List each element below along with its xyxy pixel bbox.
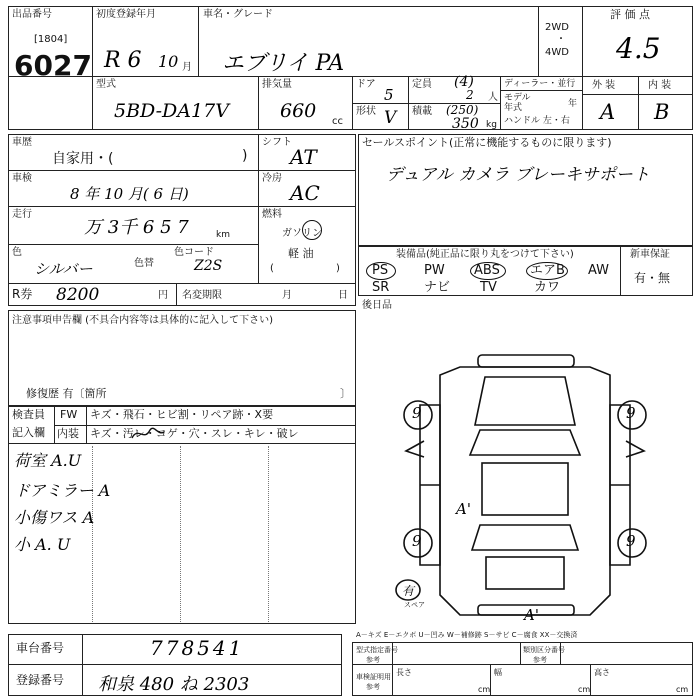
- equipment-leather: カワ: [534, 280, 561, 295]
- load-value2: 350: [452, 116, 479, 132]
- shape-value: V: [384, 108, 397, 128]
- new-car-warranty-value: 有・無: [634, 271, 671, 285]
- tire-mark: 9: [412, 404, 422, 422]
- width-label: 幅: [494, 668, 502, 677]
- equipment-airbag: エアB: [530, 263, 565, 278]
- reference-label: 参考: [366, 656, 380, 664]
- history-label: 車歴: [12, 137, 32, 148]
- aircon-label: 冷房: [262, 173, 282, 184]
- capacity-value: (4): [454, 74, 474, 90]
- shape-spec-label: 型式指定番号: [356, 646, 398, 654]
- shift-value: AT: [290, 145, 317, 169]
- fuel-label: 燃料: [262, 209, 282, 220]
- handwritten-note: 荷室 A.U: [14, 451, 82, 470]
- doors-label: ドア: [356, 79, 376, 90]
- color-label: 色: [12, 247, 22, 258]
- shape-label: 形状: [356, 106, 376, 117]
- fuel-gasoline: ガソリン: [282, 228, 322, 239]
- load-unit: kg: [486, 120, 497, 130]
- color-code-value: Z2S: [194, 258, 223, 274]
- car-name: エブリイ PA: [222, 51, 345, 76]
- displacement-label: 排気量: [262, 79, 292, 90]
- inspection-label: 車検: [12, 173, 32, 184]
- fw-items: キズ・飛石・ヒビ割・リペア跡・X要: [90, 408, 274, 421]
- registration-label: 登録番号: [16, 673, 65, 687]
- load-label: 積載: [412, 106, 432, 117]
- handwritten-note: ドアミラー A: [14, 481, 111, 500]
- body-damage-mark: A': [456, 500, 471, 518]
- rear-damage-mark: A': [524, 606, 539, 624]
- registration-cert-label: 車検証明用: [356, 673, 391, 681]
- reference-label-2: 参考: [533, 656, 547, 664]
- sales-point-label: セールスポイント(正常に機能するものに限ります): [362, 136, 612, 149]
- color-code-label: 色コード: [174, 247, 214, 258]
- shift-label: シフト: [262, 137, 292, 148]
- score-value: 4.5: [616, 32, 661, 65]
- width-unit: cm: [578, 685, 591, 694]
- aircon-value: AC: [290, 181, 320, 205]
- fuel-diesel: 軽 油: [288, 247, 314, 260]
- length-label: 長さ: [396, 668, 412, 677]
- mileage-label: 走行: [12, 209, 32, 220]
- handwritten-note: 小 A. U: [14, 535, 71, 554]
- inspection-value: 8 年 10 月( 6 日): [70, 185, 189, 203]
- recycle-label: R券: [12, 287, 33, 301]
- chassis-label: 車台番号: [16, 641, 65, 655]
- car-damage-diagram: [380, 345, 670, 635]
- name-change-month: 月: [282, 290, 292, 301]
- recycle-value: 8200: [56, 285, 100, 305]
- spare-caption: スペア: [404, 601, 425, 609]
- first-reg-month-unit: 月: [182, 62, 192, 73]
- lot-code: [1804]: [34, 34, 68, 45]
- fw-label: FW: [60, 408, 78, 421]
- interior-items: キズ・汚レ・コゲ・穴・スレ・キレ・破レ: [90, 427, 299, 440]
- displacement-unit: cc: [332, 116, 343, 127]
- equipment-label: 装備品(純正品に限り丸をつけて下さい): [396, 249, 574, 260]
- reference-label-3: 参考: [366, 683, 380, 691]
- history-close: ): [242, 148, 248, 164]
- name-change-label: 名変期限: [182, 290, 222, 301]
- interior-label: 内 装: [648, 80, 672, 91]
- interior-row-label: 内装: [57, 427, 79, 440]
- tire-mark: 9: [412, 532, 422, 550]
- capacity-label: 定員: [412, 79, 432, 90]
- height-unit: cm: [676, 685, 689, 694]
- color-change-label: 色替: [134, 258, 154, 269]
- load-value: (250): [446, 103, 479, 117]
- abs-circle: [470, 262, 506, 280]
- equipment-abs: ABS: [474, 263, 500, 278]
- gasoline-circle: [302, 220, 322, 240]
- equipment-navi: ナビ: [424, 280, 451, 295]
- chassis-value: 778541: [150, 636, 245, 660]
- equipment-tv: TV: [480, 280, 497, 295]
- year-unit: 年: [568, 99, 578, 109]
- exterior-label: 外 装: [592, 80, 616, 91]
- sales-point-value: デュアル カメラ ブレーキサポート: [386, 165, 650, 185]
- repair-close: 〕: [340, 387, 351, 400]
- notes-label: 注意事項申告欄 (不具合内容等は具体的に記入して下さい): [12, 315, 273, 326]
- equipment-sr: SR: [372, 280, 390, 295]
- ps-circle: [366, 262, 396, 280]
- spare-label: 有: [402, 584, 415, 598]
- recycle-unit: 円: [158, 290, 168, 301]
- equipment-ps: PS: [372, 263, 389, 278]
- category-label: 類別区分番号: [523, 646, 565, 654]
- damage-legend: A－キズ E－エクボ U－凹み W－補修跡 S－サビ C－腐食 XX－交換済: [356, 631, 578, 639]
- later-date-label: 後日品: [362, 300, 392, 311]
- equipment-aw: AW: [588, 263, 610, 278]
- airbag-circle: [526, 262, 568, 280]
- name-change-day: 日: [338, 290, 348, 301]
- entry-label: 記入欄: [12, 426, 45, 439]
- exterior-grade: A: [600, 100, 616, 124]
- model-label: 型式: [96, 79, 116, 90]
- first-reg-label: 初度登録年月: [96, 9, 156, 20]
- doors-value: 5: [384, 86, 394, 104]
- tire-mark: 9: [626, 532, 636, 550]
- sales-point-box: [358, 134, 693, 246]
- drive-2wd: 2WD: [545, 22, 569, 33]
- lot-number: 6027: [14, 49, 92, 82]
- displacement-value: 660: [280, 100, 317, 122]
- repair-label: 修復歴 有〔箇所: [26, 387, 107, 400]
- first-reg-month: 10: [158, 52, 179, 71]
- capacity-value2: 2: [466, 88, 474, 102]
- history-value: 自家用・(: [52, 151, 114, 167]
- mileage-value: 万 3千 6 5 7: [84, 217, 189, 238]
- interior-grade: B: [654, 100, 670, 124]
- handwritten-note: 小傷ワス A: [14, 508, 95, 527]
- height-label: 高さ: [594, 668, 610, 677]
- length-unit: cm: [478, 685, 491, 694]
- first-reg-era: R 6: [104, 48, 142, 73]
- name-grade-label: 車名・グレード: [203, 9, 273, 20]
- tire-mark: 9: [626, 404, 636, 422]
- dealer-label: ディーラー・並行: [504, 79, 576, 89]
- score-label: 評 価 点: [610, 8, 650, 21]
- color-value: シルバー: [34, 260, 93, 278]
- model-year-label2: 年式: [504, 103, 523, 113]
- model-value: 5BD-DA17V: [114, 100, 229, 122]
- registration-value: 和泉 480 ね 2303: [98, 674, 250, 695]
- new-car-warranty-label: 新車保証: [630, 249, 670, 260]
- model-year-label: モデル: [504, 93, 531, 103]
- mileage-unit: km: [216, 230, 230, 240]
- lot-label: 出品番号: [12, 9, 52, 20]
- interior-scribble: [128, 420, 168, 446]
- drive-4wd: 4WD: [545, 47, 569, 58]
- equipment-pw: PW: [424, 263, 445, 278]
- handle-label: ハンドル 左・右: [504, 116, 570, 126]
- inspector-label: 検査員: [12, 408, 45, 421]
- capacity-unit: 人: [488, 92, 498, 103]
